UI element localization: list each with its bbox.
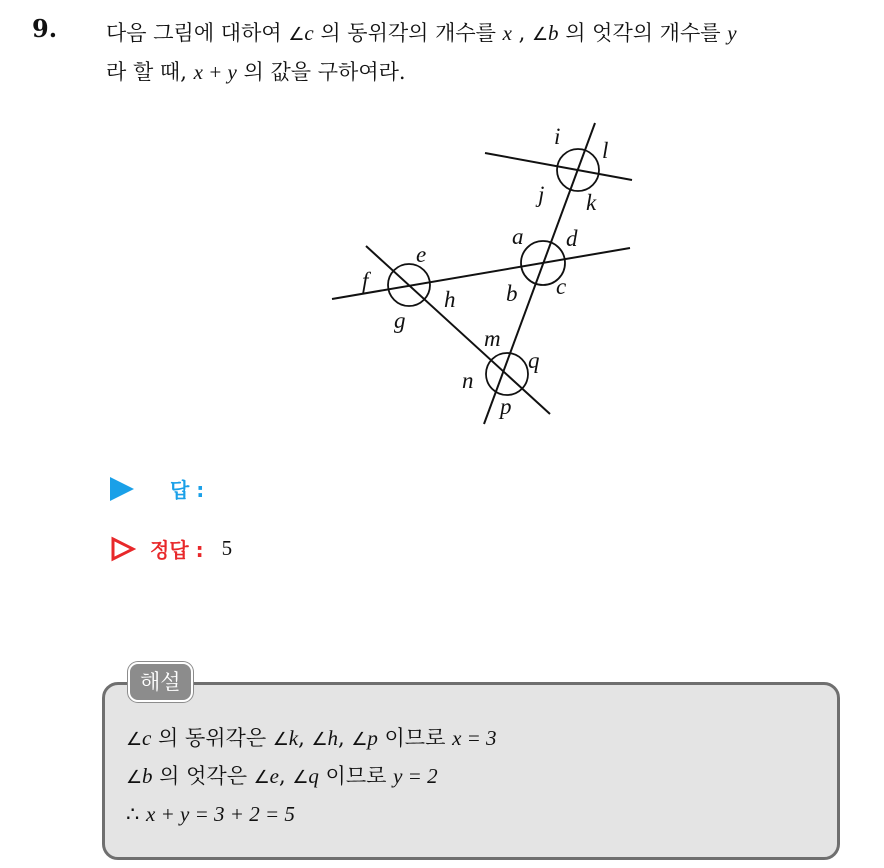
- answer-label: 답 :: [170, 478, 205, 502]
- var-c: c: [304, 21, 314, 45]
- label-m: m: [484, 326, 501, 351]
- explanation-tab: 해설: [128, 662, 193, 702]
- label-q: q: [528, 348, 540, 373]
- angle-symbol: ∠: [311, 729, 328, 749]
- geometry-figure: [320, 118, 640, 430]
- question-text-part: ,: [511, 21, 533, 45]
- label-i: i: [554, 124, 561, 149]
- therefore-symbol: ∴: [126, 802, 147, 826]
- var-y: y: [727, 21, 737, 45]
- explanation-line-2: [126, 758, 497, 796]
- question-line-2: [106, 53, 866, 91]
- label-d: d: [566, 226, 578, 251]
- var-x: x: [502, 21, 512, 45]
- question-text-part: 의 동위각의 개수를: [313, 21, 503, 45]
- expr-x-plus-y: x + y: [193, 60, 237, 84]
- play-triangle-icon: [110, 477, 134, 501]
- label-k: k: [586, 190, 597, 215]
- var-k: k: [288, 726, 299, 750]
- explanation-text-part: ,: [279, 764, 293, 788]
- question-text-part: 다음 그림에 대하여: [106, 21, 289, 45]
- explanation-text-part: ,: [337, 726, 352, 750]
- var-c: c: [142, 726, 152, 750]
- explanation-text-part: 의 엇각은: [152, 764, 254, 788]
- var-p: p: [367, 726, 378, 750]
- correct-answer-row: [110, 534, 232, 563]
- question-text-part: 의 엇각의 개수를: [558, 21, 728, 45]
- explanation-line-1: [126, 720, 497, 758]
- explanation-text-part: 이므로: [377, 726, 453, 750]
- question-line-1: [106, 14, 866, 53]
- outline-triangle-icon: [110, 536, 136, 562]
- var-h: h: [327, 726, 338, 750]
- explanation-text-part: 이므로: [318, 764, 394, 788]
- label-l: l: [602, 138, 609, 163]
- equation-x: x = 3: [452, 726, 497, 750]
- angle-symbol: ∠: [288, 24, 305, 44]
- equation-sum: x + y = 3 + 2 = 5: [146, 802, 295, 826]
- angle-symbol: ∠: [253, 767, 270, 787]
- explanation-text: [126, 720, 497, 833]
- answer-row: [110, 474, 204, 503]
- label-n: n: [462, 368, 474, 393]
- angle-symbol: ∠: [272, 729, 289, 749]
- question-text: [106, 14, 866, 91]
- label-e: e: [416, 242, 427, 267]
- lines-diagram: [320, 118, 640, 430]
- angle-symbol: ∠: [126, 767, 142, 787]
- var-b: b: [548, 21, 559, 45]
- angle-symbol: ∠: [292, 767, 309, 787]
- explanation-text-part: ,: [298, 726, 312, 750]
- question-number: 9.: [32, 14, 58, 43]
- explanation-text-part: 의 동위각은: [151, 726, 273, 750]
- explanation-line-3: [126, 796, 497, 833]
- label-p: p: [500, 394, 512, 419]
- angle-symbol: ∠: [351, 729, 368, 749]
- label-b: b: [506, 281, 518, 306]
- label-a: a: [512, 224, 524, 249]
- correct-answer-label: 정답 :: [150, 538, 204, 562]
- var-e: e: [269, 764, 279, 788]
- angle-symbol: ∠: [532, 24, 549, 44]
- label-h: h: [444, 287, 456, 312]
- label-f: f: [362, 268, 369, 293]
- question-text-part: 라 할 때,: [106, 60, 194, 84]
- var-q: q: [308, 764, 319, 788]
- angle-symbol: ∠: [126, 729, 142, 749]
- label-g: g: [394, 308, 406, 333]
- label-c: c: [556, 274, 567, 299]
- equation-y: y = 2: [393, 764, 438, 788]
- var-b: b: [142, 764, 153, 788]
- question-text-part: 의 값을 구하여라.: [236, 60, 406, 84]
- correct-answer-value: 5: [221, 536, 233, 560]
- line-steep: [484, 123, 595, 424]
- label-j: j: [538, 182, 545, 207]
